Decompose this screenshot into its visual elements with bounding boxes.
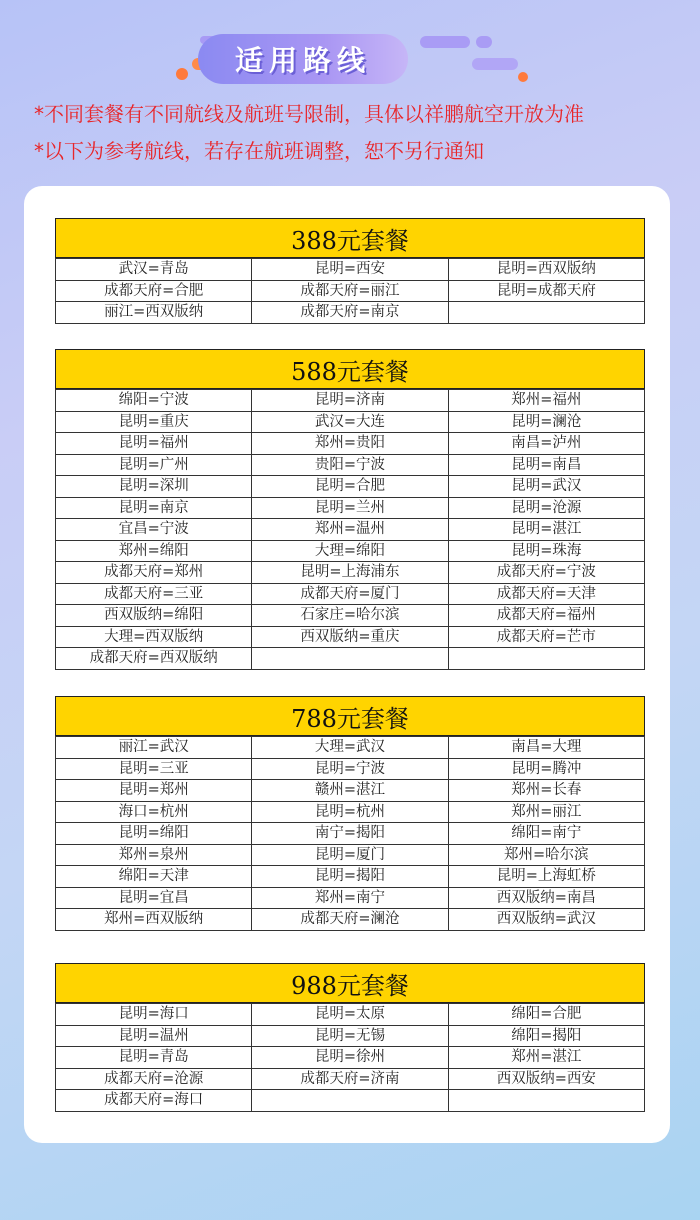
table-row xyxy=(56,390,645,412)
route-cell: 郑州=湛江 xyxy=(448,1047,644,1069)
route-cell: 郑州=西双版纳 xyxy=(56,909,252,931)
route-cell: 西双版纳=重庆 xyxy=(252,626,448,648)
table-row xyxy=(56,497,645,519)
route-cell: 成都天府=郑州 xyxy=(56,562,252,584)
route-cell: 成都天府=济南 xyxy=(252,1068,448,1090)
route-cell: 昆明=上海浦东 xyxy=(252,562,448,584)
routes-table xyxy=(55,1003,645,1112)
route-cell: 昆明=西安 xyxy=(252,259,448,281)
table-row xyxy=(56,626,645,648)
route-cell xyxy=(448,648,644,670)
route-cell: 昆明=郑州 xyxy=(56,780,252,802)
package-title: 388元套餐 xyxy=(55,218,645,258)
route-cell: 成都天府=天津 xyxy=(448,583,644,605)
route-cell: 昆明=广州 xyxy=(56,454,252,476)
table-row xyxy=(56,1047,645,1069)
route-cell: 昆明=沧源 xyxy=(448,497,644,519)
route-cell: 绵阳=天津 xyxy=(56,866,252,888)
route-cell: 西双版纳=西安 xyxy=(448,1068,644,1090)
route-cell: 成都天府=芒市 xyxy=(448,626,644,648)
route-cell: 大理=绵阳 xyxy=(252,540,448,562)
route-cell: 绵阳=合肥 xyxy=(448,1004,644,1026)
decor-dot xyxy=(176,68,188,80)
route-cell: 成都天府=三亚 xyxy=(56,583,252,605)
route-cell: 昆明=西双版纳 xyxy=(448,259,644,281)
package-title: 788元套餐 xyxy=(55,696,645,736)
route-cell: 昆明=南昌 xyxy=(448,454,644,476)
route-cell: 武汉=大连 xyxy=(252,411,448,433)
route-cell: 昆明=南京 xyxy=(56,497,252,519)
route-cell: 昆明=三亚 xyxy=(56,758,252,780)
route-cell: 昆明=福州 xyxy=(56,433,252,455)
route-cell: 昆明=杭州 xyxy=(252,801,448,823)
table-row xyxy=(56,259,645,281)
table-row xyxy=(56,887,645,909)
route-cell: 昆明=宜昌 xyxy=(56,887,252,909)
route-cell: 昆明=澜沧 xyxy=(448,411,644,433)
package-title: 988元套餐 xyxy=(55,963,645,1003)
table-row xyxy=(56,605,645,627)
routes-table xyxy=(55,736,645,931)
table-row xyxy=(56,476,645,498)
route-cell: 南昌=泸州 xyxy=(448,433,644,455)
routes-table xyxy=(55,389,645,670)
route-cell: 绵阳=宁波 xyxy=(56,390,252,412)
route-cell: 赣州=湛江 xyxy=(252,780,448,802)
route-cell: 西双版纳=绵阳 xyxy=(56,605,252,627)
table-row xyxy=(56,866,645,888)
route-cell: 昆明=青岛 xyxy=(56,1047,252,1069)
table-row xyxy=(56,280,645,302)
table-row xyxy=(56,454,645,476)
route-cell: 昆明=成都天府 xyxy=(448,280,644,302)
route-cell: 大理=武汉 xyxy=(252,737,448,759)
table-row xyxy=(56,780,645,802)
notice-line: *不同套餐有不同航线及航班号限制，具体以祥鹏航空开放为准 xyxy=(34,102,584,126)
route-cell: 昆明=太原 xyxy=(252,1004,448,1026)
table-row xyxy=(56,562,645,584)
route-cell xyxy=(448,1090,644,1112)
table-row xyxy=(56,1004,645,1026)
page-title: 适用路线 xyxy=(234,44,371,77)
decor-bar xyxy=(420,36,470,48)
route-cell: 成都天府=合肥 xyxy=(56,280,252,302)
route-cell: 南宁=揭阳 xyxy=(252,823,448,845)
route-cell: 绵阳=南宁 xyxy=(448,823,644,845)
route-cell: 成都天府=西双版纳 xyxy=(56,648,252,670)
route-cell: 昆明=兰州 xyxy=(252,497,448,519)
table-row xyxy=(56,737,645,759)
route-cell: 昆明=合肥 xyxy=(252,476,448,498)
route-cell: 郑州=南宁 xyxy=(252,887,448,909)
route-cell: 郑州=泉州 xyxy=(56,844,252,866)
route-cell: 成都天府=南京 xyxy=(252,302,448,324)
route-cell: 贵阳=宁波 xyxy=(252,454,448,476)
route-cell: 丽江=西双版纳 xyxy=(56,302,252,324)
route-cell xyxy=(252,1090,448,1112)
route-cell: 石家庄=哈尔滨 xyxy=(252,605,448,627)
route-cell xyxy=(252,648,448,670)
route-cell: 昆明=深圳 xyxy=(56,476,252,498)
table-row xyxy=(56,302,645,324)
decor-bar xyxy=(476,36,492,48)
package-section xyxy=(55,349,645,670)
table-row xyxy=(56,583,645,605)
route-cell: 郑州=长春 xyxy=(448,780,644,802)
routes-table xyxy=(55,258,645,324)
route-cell: 南昌=大理 xyxy=(448,737,644,759)
route-cell: 昆明=绵阳 xyxy=(56,823,252,845)
table-row xyxy=(56,648,645,670)
route-cell: 宜昌=宁波 xyxy=(56,519,252,541)
route-cell: 昆明=宁波 xyxy=(252,758,448,780)
table-row xyxy=(56,1090,645,1112)
route-cell: 海口=杭州 xyxy=(56,801,252,823)
table-row xyxy=(56,433,645,455)
table-row xyxy=(56,540,645,562)
route-cell: 昆明=海口 xyxy=(56,1004,252,1026)
route-cell: 郑州=温州 xyxy=(252,519,448,541)
banner-pill xyxy=(198,34,408,84)
route-cell xyxy=(448,302,644,324)
route-cell: 西双版纳=南昌 xyxy=(448,887,644,909)
package-section xyxy=(55,696,645,931)
route-cell: 成都天府=丽江 xyxy=(252,280,448,302)
route-cell: 昆明=珠海 xyxy=(448,540,644,562)
route-cell: 郑州=丽江 xyxy=(448,801,644,823)
notice-line: *以下为参考航线，若存在航班调整，恕不另行通知 xyxy=(34,139,484,163)
route-cell: 成都天府=厦门 xyxy=(252,583,448,605)
package-section xyxy=(55,963,645,1112)
table-row xyxy=(56,801,645,823)
table-row xyxy=(56,909,645,931)
table-row xyxy=(56,411,645,433)
decor-dot xyxy=(518,72,528,82)
table-row xyxy=(56,1068,645,1090)
route-cell: 成都天府=沧源 xyxy=(56,1068,252,1090)
package-title: 588元套餐 xyxy=(55,349,645,389)
route-cell: 成都天府=海口 xyxy=(56,1090,252,1112)
route-cell: 昆明=济南 xyxy=(252,390,448,412)
route-cell: 成都天府=福州 xyxy=(448,605,644,627)
route-cell: 大理=西双版纳 xyxy=(56,626,252,648)
route-cell: 郑州=哈尔滨 xyxy=(448,844,644,866)
package-section xyxy=(55,218,645,324)
route-cell: 成都天府=澜沧 xyxy=(252,909,448,931)
route-cell: 昆明=揭阳 xyxy=(252,866,448,888)
routes-card xyxy=(24,186,670,1143)
route-cell: 昆明=无锡 xyxy=(252,1025,448,1047)
route-cell: 昆明=武汉 xyxy=(448,476,644,498)
route-cell: 成都天府=宁波 xyxy=(448,562,644,584)
decor-bar xyxy=(472,58,518,70)
route-cell: 昆明=上海虹桥 xyxy=(448,866,644,888)
route-cell: 昆明=湛江 xyxy=(448,519,644,541)
route-cell: 昆明=温州 xyxy=(56,1025,252,1047)
route-cell: 郑州=贵阳 xyxy=(252,433,448,455)
route-cell: 昆明=腾冲 xyxy=(448,758,644,780)
route-cell: 西双版纳=武汉 xyxy=(448,909,644,931)
route-cell: 丽江=武汉 xyxy=(56,737,252,759)
table-row xyxy=(56,1025,645,1047)
route-cell: 郑州=绵阳 xyxy=(56,540,252,562)
route-cell: 昆明=厦门 xyxy=(252,844,448,866)
route-cell: 昆明=徐州 xyxy=(252,1047,448,1069)
section-banner xyxy=(170,30,530,90)
route-cell: 绵阳=揭阳 xyxy=(448,1025,644,1047)
table-row xyxy=(56,844,645,866)
route-cell: 郑州=福州 xyxy=(448,390,644,412)
table-row xyxy=(56,519,645,541)
table-row xyxy=(56,758,645,780)
table-row xyxy=(56,823,645,845)
route-cell: 武汉=青岛 xyxy=(56,259,252,281)
route-cell: 昆明=重庆 xyxy=(56,411,252,433)
